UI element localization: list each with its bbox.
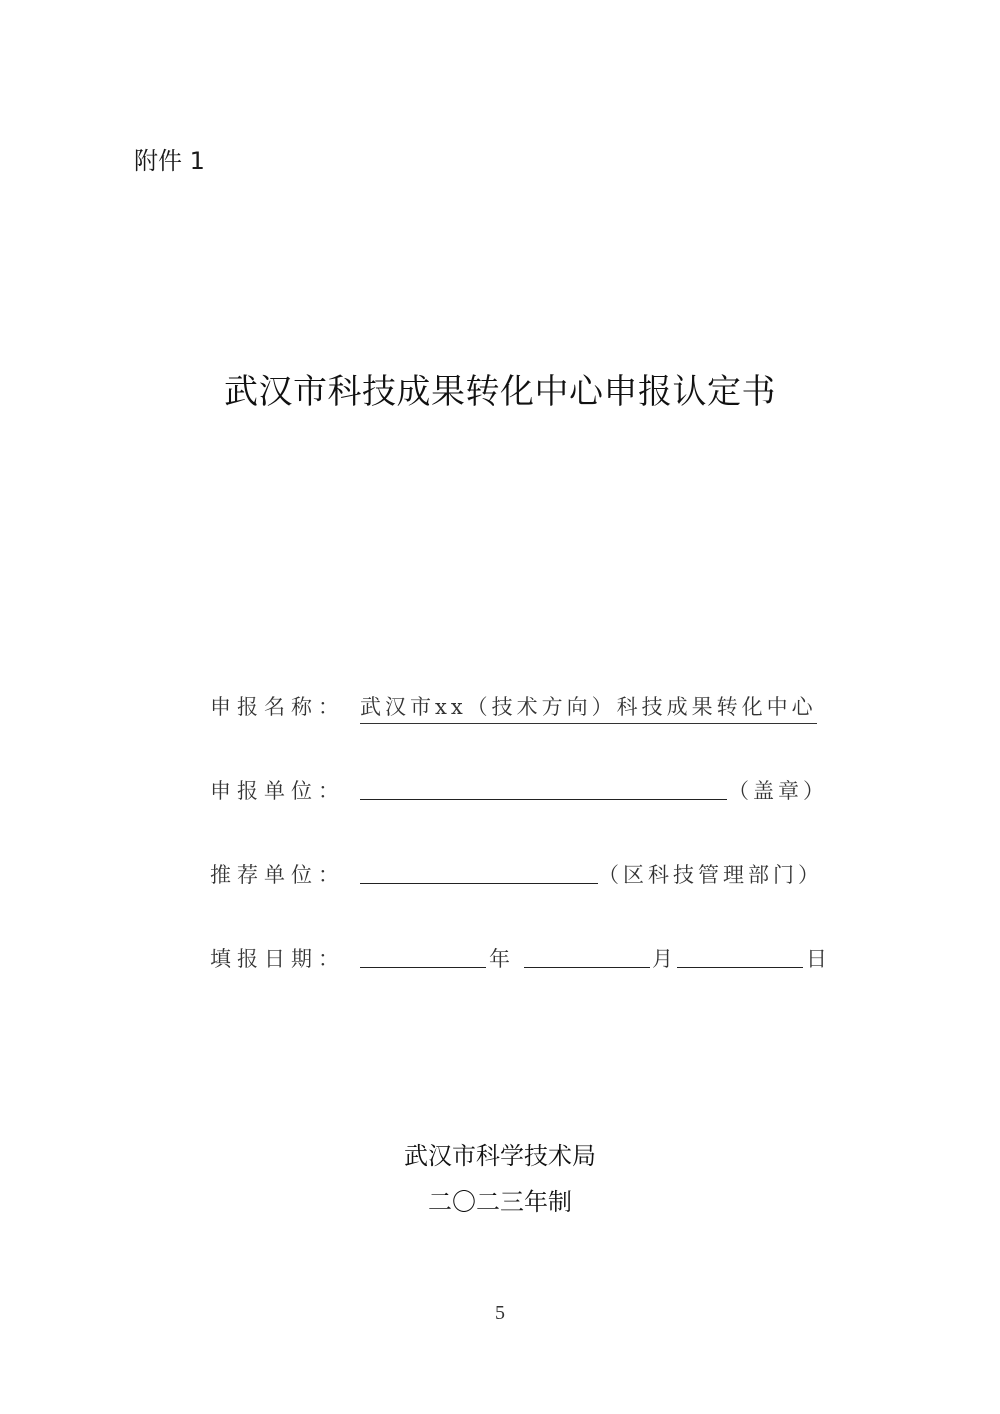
attachment-label: 附件 1	[134, 147, 205, 175]
document-title: 武汉市科技成果转化中心申报认定书	[224, 372, 776, 412]
day-unit: 日	[806, 947, 831, 971]
unit-input-line[interactable]	[360, 799, 727, 800]
page-number: 5	[495, 1302, 505, 1324]
year-unit: 年	[489, 947, 514, 971]
month-input-line[interactable]	[524, 967, 650, 968]
unit-label: 申报单位：	[210, 779, 345, 803]
date-label: 填报日期：	[210, 947, 345, 971]
name-value[interactable]: 武汉市xx（技术方向）科技成果转化中心	[360, 691, 817, 724]
issuing-organization: 武汉市科学技术局	[404, 1142, 596, 1170]
year-made: 二〇二三年制	[428, 1188, 572, 1216]
recommend-input-line[interactable]	[360, 883, 598, 884]
month-unit: 月	[652, 947, 677, 971]
year-input-line[interactable]	[360, 967, 486, 968]
recommend-dept-note: （区科技管理部门）	[598, 863, 823, 887]
name-label: 申报名称：	[210, 695, 345, 719]
recommend-label: 推荐单位：	[210, 863, 345, 887]
unit-seal-note: （盖章）	[728, 779, 828, 803]
day-input-line[interactable]	[677, 967, 803, 968]
